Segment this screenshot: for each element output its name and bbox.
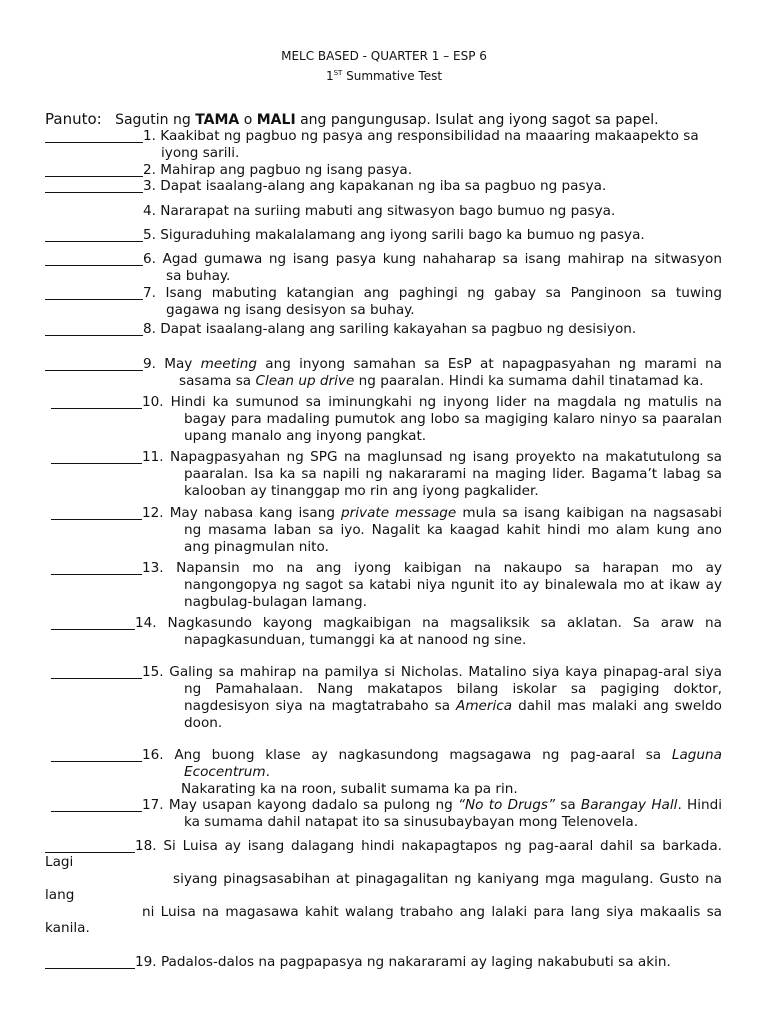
- instructions: [45, 110, 659, 128]
- item-15-text-2: dahil mas malaki ang sweldo: [512, 698, 722, 714]
- item-10-line-2: bagay para madaling pumutok ang lobo sa magiging kalaro ninyo sa paaralan: [184, 411, 722, 427]
- item-11-line-3: kalooban ay tinanggap mo rin ang iyong pagkalider.: [184, 483, 539, 499]
- answer-blank-9[interactable]: [45, 358, 143, 371]
- item-17-text-1: 17. May usapan kayong dadalo sa pulong ng: [142, 797, 458, 813]
- page-subtitle: [0, 69, 768, 83]
- answer-blank-14[interactable]: [51, 617, 135, 630]
- item-19: 19. Padalos-dalos na pagpapasya ng nakararami ay laging nakabubuti sa akin.: [135, 954, 671, 970]
- item-17-text-2: sa: [555, 797, 581, 813]
- item-13-line-2: nangongopya ng sagot sa katabi niya ngunit ito ay binalewala mo at ikaw ay: [184, 577, 722, 593]
- item-15-text-1: nagdesisyon siya na magtatrabaho sa: [184, 698, 457, 714]
- answer-blank-15[interactable]: [51, 666, 142, 679]
- item-18-line-3b: kanila.: [45, 920, 90, 936]
- item-12-text-2: mula sa isang kaibigan na nagsasabi: [456, 505, 722, 521]
- instructions-tama: TAMA: [195, 112, 240, 128]
- item-16-italic-ecocentrum: Ecocentrum: [184, 764, 266, 780]
- item-6-line-1: 6. Agad gumawa ng isang pasya kung nahaharap sa isang mahirap na sitwasyon: [143, 251, 722, 267]
- item-11-line-2: paaralan. Isa ka sa napili ng nakararami na maging lider. Bagama’t labag sa: [184, 466, 722, 482]
- item-9-line-1: [143, 356, 722, 373]
- item-16-italic-laguna: Laguna: [671, 747, 722, 763]
- answer-blank-1[interactable]: [45, 130, 143, 143]
- item-9-italic-meeting: meeting: [200, 356, 257, 372]
- instructions-label: Panuto:: [45, 110, 102, 128]
- item-12-line-2: ng masama laban sa iyo. Nagalit ka kaagad kahit hindi mo alam kung ano: [184, 522, 722, 538]
- item-6-line-2: sa buhay.: [166, 268, 231, 284]
- answer-blank-3[interactable]: [45, 180, 143, 193]
- subtitle-superscript: ST: [333, 69, 343, 77]
- instructions-text-2: o: [239, 112, 257, 128]
- item-5: 5. Siguraduhing makalalamang ang iyong sarili bago ka bumuo ng pasya.: [143, 227, 645, 243]
- instructions-mali: MALI: [256, 112, 296, 128]
- item-9-text-3: sasama sa: [179, 373, 256, 389]
- item-10-line-3: upang manalo ang inyong pangkat.: [184, 428, 427, 444]
- item-12-line-3: ang pinagmulan nito.: [184, 539, 329, 555]
- item-9-line-2: [179, 373, 704, 390]
- item-14-line-2: napagkasunduan, tumanggi ka at nanood ng sine.: [184, 632, 527, 648]
- item-10-line-1: 10. Hindi ka sumunod sa iminungkahi ng inyong lider na magdala ng matulis na: [142, 394, 722, 410]
- item-18-line-2: siyang pinagsasabihan at pinagagalitan ng kaniyang mga magulang. Gusto na: [173, 871, 722, 887]
- item-12-line-1: [142, 505, 722, 522]
- item-12-italic-private-message: private message: [341, 505, 457, 521]
- subtitle-number: 1: [325, 69, 334, 83]
- answer-blank-19[interactable]: [45, 956, 135, 969]
- item-15-line-4: doon.: [184, 715, 223, 731]
- item-9-text-1: 9. May: [143, 356, 201, 372]
- item-12-text-1: 12. May nabasa kang isang: [142, 505, 342, 521]
- item-9-text-4: ng paaralan. Hindi ka sumama dahil tinatamad ka.: [354, 373, 704, 389]
- item-17-line-1: [142, 797, 722, 814]
- instructions-text-1: Sagutin ng: [115, 112, 196, 128]
- item-7-line-1: 7. Isang mabuting katangian ang paghingi ng gabay sa Panginoon sa tuwing: [143, 285, 722, 301]
- page-title: MELC BASED - QUARTER 1 – ESP 6: [281, 49, 487, 63]
- item-18-line-1: 18. Si Luisa ay isang dalagang hindi nakapagtapos ng pag-aaral dahil sa barkada.: [135, 838, 722, 854]
- item-2: 2. Mahirap ang pagbuo ng isang pasya.: [143, 162, 413, 178]
- item-13-line-1: 13. Napansin mo na ang iyong kaibigan na nakaupo sa harapan mo ay: [142, 560, 722, 576]
- item-14-line-1: 14. Nagkasundo kayong magkaibigan na magsaliksik sa aklatan. Sa araw na: [135, 615, 722, 631]
- item-1-line-2: iyong sarili.: [161, 145, 240, 161]
- item-4: 4. Nararapat na suriing mabuti ang sitwasyon bago bumuo ng pasya.: [143, 203, 616, 219]
- answer-blank-17[interactable]: [51, 799, 142, 812]
- item-1-line-1: 1. Kaakibat ng pagbuo ng pasya ang responsibilidad na maaaring makaapekto sa: [143, 128, 699, 144]
- item-16-period: .: [265, 764, 270, 780]
- item-16-line-1: [142, 747, 722, 764]
- answer-blank-5[interactable]: [45, 229, 143, 242]
- item-3: 3. Dapat isaalang-alang ang kapakanan ng iba sa pagbuo ng pasya.: [143, 178, 607, 194]
- item-16-text-1: 16. Ang buong klase ay nagkasundong magsagawa ng pag-aaral sa: [142, 747, 672, 763]
- item-9-italic-clean-up: Clean up drive: [255, 373, 355, 389]
- item-16-line-2: [184, 764, 270, 781]
- item-18-line-2b: lang: [45, 887, 75, 903]
- answer-blank-11[interactable]: [51, 451, 142, 464]
- answer-blank-16[interactable]: [51, 749, 142, 762]
- item-17-text-3: . Hindi: [677, 797, 723, 813]
- instructions-text-3: ang pangungusap. Isulat ang iyong sagot sa papel.: [295, 112, 659, 128]
- answer-blank-6[interactable]: [45, 253, 143, 266]
- item-8: 8. Dapat isaalang-alang ang sariling kakayahan sa pagbuo ng desisiyon.: [143, 321, 637, 337]
- item-9-text-2: ang inyong samahan sa EsP at napagpasyahan ng marami na: [256, 356, 723, 372]
- item-15-line-3: [184, 698, 722, 715]
- item-15-italic-america: America: [456, 698, 513, 714]
- answer-blank-7[interactable]: [45, 287, 143, 300]
- answer-blank-13[interactable]: [51, 562, 142, 575]
- item-16-line-3: Nakarating ka na roon, subalit sumama ka pa rin.: [181, 781, 518, 797]
- answer-blank-2[interactable]: [45, 164, 143, 177]
- item-13-line-3: nagbulag-bulagan lamang.: [184, 594, 367, 610]
- subtitle-text: Summative Test: [342, 69, 443, 83]
- item-7-line-2: gagawa ng isang desisyon sa buhay.: [166, 302, 415, 318]
- item-15-line-1: 15. Galing sa mahirap na pamilya si Nicholas. Matalino siya kaya pinapag-aral siya: [142, 664, 722, 680]
- answer-blank-8[interactable]: [45, 323, 143, 336]
- item-17-line-2: ka sumama dahil natapat ito sa sinusubaybayan mong Telenovela.: [184, 814, 639, 830]
- item-18-line-1b: Lagi: [45, 854, 74, 870]
- answer-blank-10[interactable]: [51, 396, 142, 409]
- answer-blank-18[interactable]: [45, 840, 135, 853]
- item-11-line-1: 11. Napagpasyahan ng SPG na maglunsad ng isang proyekto na makatutulong sa: [142, 449, 722, 465]
- item-18-line-3: ni Luisa na magasawa kahit walang trabaho ang lalaki para lang siya makaalis sa: [142, 904, 722, 920]
- item-15-line-2: ng Pamahalaan. Nang makatapos bilang iskolar sa pagiging doktor,: [184, 681, 722, 697]
- item-17-italic-barangay-hall: Barangay Hall: [580, 797, 678, 813]
- answer-blank-12[interactable]: [51, 507, 142, 520]
- item-17-italic-no-to-drugs: “No to Drugs”: [457, 797, 556, 813]
